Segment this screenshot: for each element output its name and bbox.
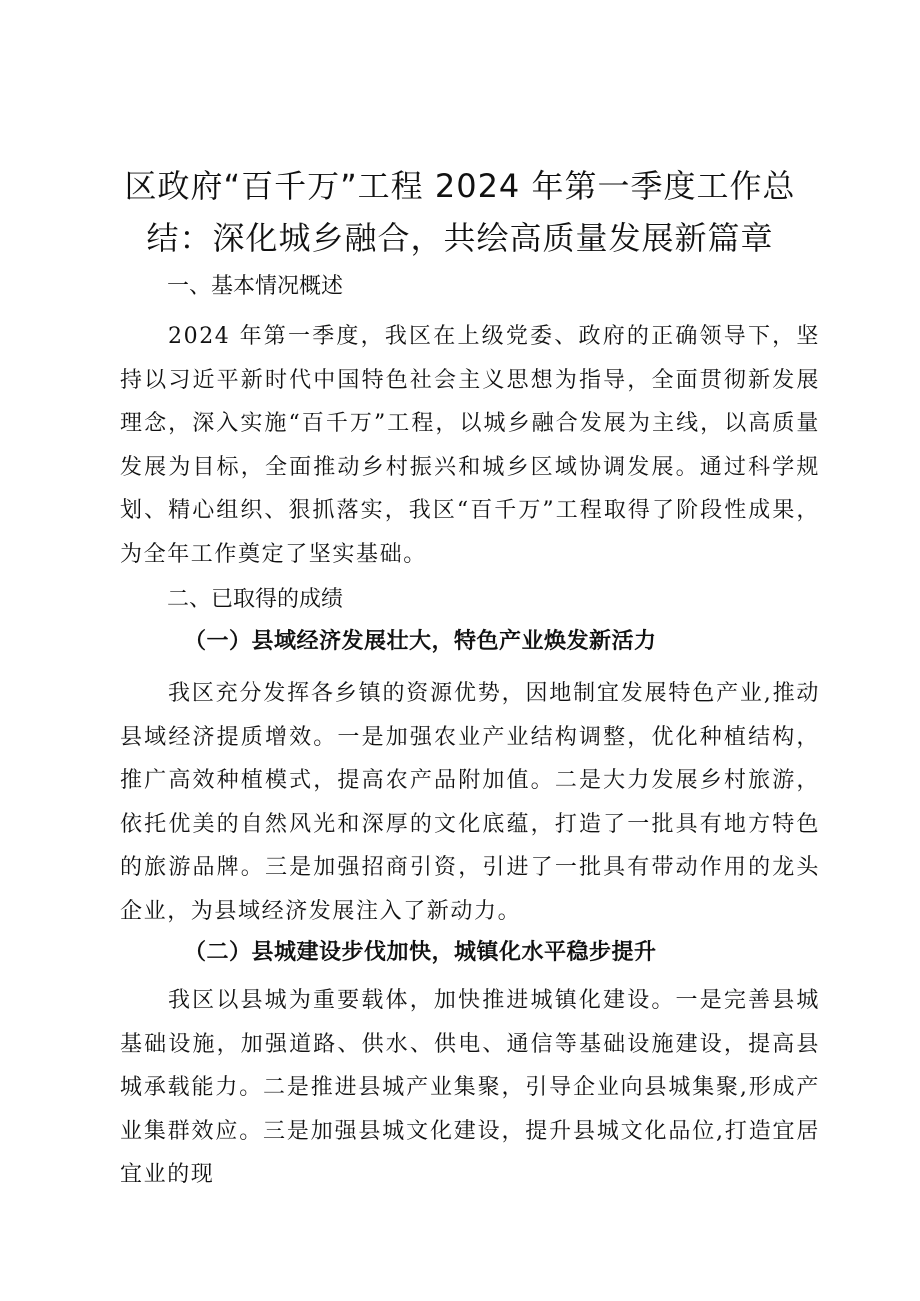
paragraph-county-economy: 我区充分发挥各乡镇的资源优势，因地制宜发展特色产业,推动县域经济提质增效。一是加强农业产业结构调整，优化种植结构，推广高效种植模式，提高农产品附加值。二是大力发展乡村旅游，依托优美的自然风光和深厚的文化底蕴，打造了一批具有地方特色的旅游品牌。三是加强招商引资，引进了一批具有带动作用的龙头企业，为县域经济发展注入了新动力。 [120, 681, 820, 924]
subsection-heading-county-economy: （一）县域经济发展壮大，特色产业焕发新活力 [184, 629, 657, 654]
paragraph-basic-overview: 2024 年第一季度，我区在上级党委、政府的正确领导下，坚持以习近平新时代中国特色社会主义思想为指导，全面贯彻新发展理念，深入实施“百千万”工程，以城乡融合发展为主线，以高质量发展为目标，全面推动乡村振兴和城乡区域协调发展。通过科学规划、精心组织、狠抓落实，我区“百千万”工程取得了阶段性成果，为全年工作奠定了坚实基础。 [120, 324, 820, 567]
section-heading-basic-overview: 一、基本情况概述 [167, 274, 344, 299]
subsection-heading-county-construction: （二）县城建设步伐加快，城镇化水平稳步提升 [184, 940, 657, 965]
section-heading-achievements: 二、已取得的成绩 [167, 587, 344, 612]
document-title-line-1: 区政府“百千万”工程 2024 年第一季度工作总 [124, 167, 796, 205]
paragraph-county-construction: 我区以县城为重要载体，加快推进城镇化建设。一是完善县城基础设施，加强道路、供水、供电、通信等基础设施建设，提高县城承载能力。二是推进县城产业集聚，引导企业向县城集聚,形成产业集群效应。三是加强县城文化建设，提升县城文化品位,打造宜居宜业的现 [120, 988, 820, 1187]
document-title-line-2: 结：深化城乡融合，共绘高质量发展新篇章 [146, 219, 774, 257]
